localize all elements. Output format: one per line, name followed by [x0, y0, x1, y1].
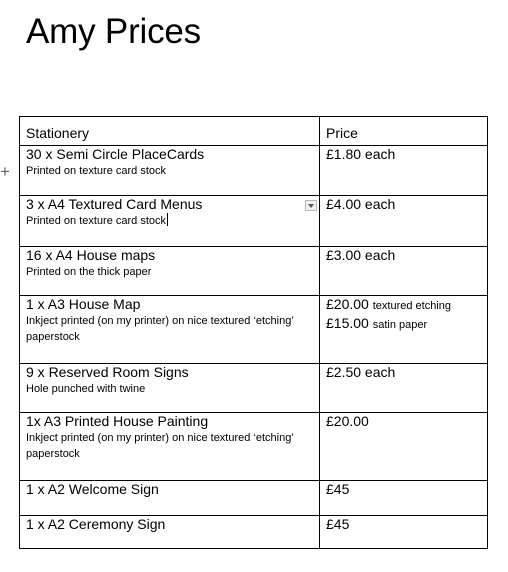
item-title: 16 x A4 House maps: [26, 247, 156, 263]
price-note: textured etching: [372, 300, 451, 312]
item-title: 1 x A2 Ceremony Sign: [26, 516, 166, 532]
item-cell[interactable]: [20, 296, 320, 364]
item-description: Inkject printed (on my printer) on nice textured ‘etching’ paperstock: [26, 432, 294, 460]
price-note: satin paper: [372, 319, 428, 331]
table-row: [20, 196, 488, 247]
price-value: £20.00: [326, 413, 369, 429]
price-value: £15.00: [326, 315, 369, 331]
item-cell[interactable]: [20, 516, 320, 549]
table-row: [20, 296, 488, 364]
text-cursor: [167, 213, 168, 226]
header-stationery[interactable]: Stationery: [20, 117, 320, 146]
price-value: £45: [326, 481, 350, 497]
price-cell[interactable]: [320, 247, 488, 296]
item-description: Printed on the thick paper: [26, 266, 152, 278]
item-cell[interactable]: [20, 364, 320, 413]
price-value: £1.80 each: [326, 146, 396, 162]
pricing-table: [19, 116, 488, 549]
table-row: [20, 146, 488, 196]
item-cell[interactable]: [20, 196, 320, 247]
price-cell[interactable]: [320, 481, 488, 516]
table-row: [20, 516, 488, 549]
price-value: £20.00: [326, 296, 369, 312]
table-row: [20, 247, 488, 296]
item-description: Printed on texture card stock: [26, 165, 167, 177]
item-cell[interactable]: [20, 146, 320, 196]
item-title: 1 x A3 House Map: [26, 296, 141, 312]
price-cell[interactable]: [320, 516, 488, 549]
item-title: 30 x Semi Circle PlaceCards: [26, 146, 205, 162]
price-value: £2.50 each: [326, 364, 396, 380]
item-title: 1x A3 Printed House Painting: [26, 413, 209, 429]
price-line: [326, 296, 481, 315]
item-cell[interactable]: [20, 247, 320, 296]
price-cell[interactable]: [320, 196, 488, 247]
document-title[interactable]: Amy Prices: [26, 12, 201, 51]
cell-dropdown-icon[interactable]: [305, 200, 317, 211]
item-title: 1 x A2 Welcome Sign: [26, 481, 159, 497]
price-cell[interactable]: [320, 413, 488, 481]
table-header-row: [20, 117, 488, 146]
table-row: [20, 413, 488, 481]
price-value: £4.00 each: [326, 196, 396, 212]
price-cell[interactable]: [320, 296, 488, 364]
table-row: [20, 364, 488, 413]
item-cell[interactable]: [20, 481, 320, 516]
table-row: [20, 481, 488, 516]
price-line: [326, 315, 481, 334]
item-description: Hole punched with twine: [26, 383, 146, 395]
item-description-text: Printed on texture card stock: [26, 215, 167, 227]
item-cell[interactable]: [20, 413, 320, 481]
price-value: £3.00 each: [326, 247, 396, 263]
add-row-icon[interactable]: +: [0, 162, 10, 181]
price-cell[interactable]: [320, 146, 488, 196]
header-price[interactable]: Price: [320, 117, 488, 146]
price-value: £45: [326, 516, 350, 532]
item-title: 3 x A4 Textured Card Menus: [26, 196, 203, 212]
item-description: [26, 213, 313, 229]
price-cell[interactable]: [320, 364, 488, 413]
item-description: Inkject printed (on my printer) on nice textured ‘etching’ paperstock: [26, 315, 294, 343]
item-title: 9 x Reserved Room Signs: [26, 364, 189, 380]
